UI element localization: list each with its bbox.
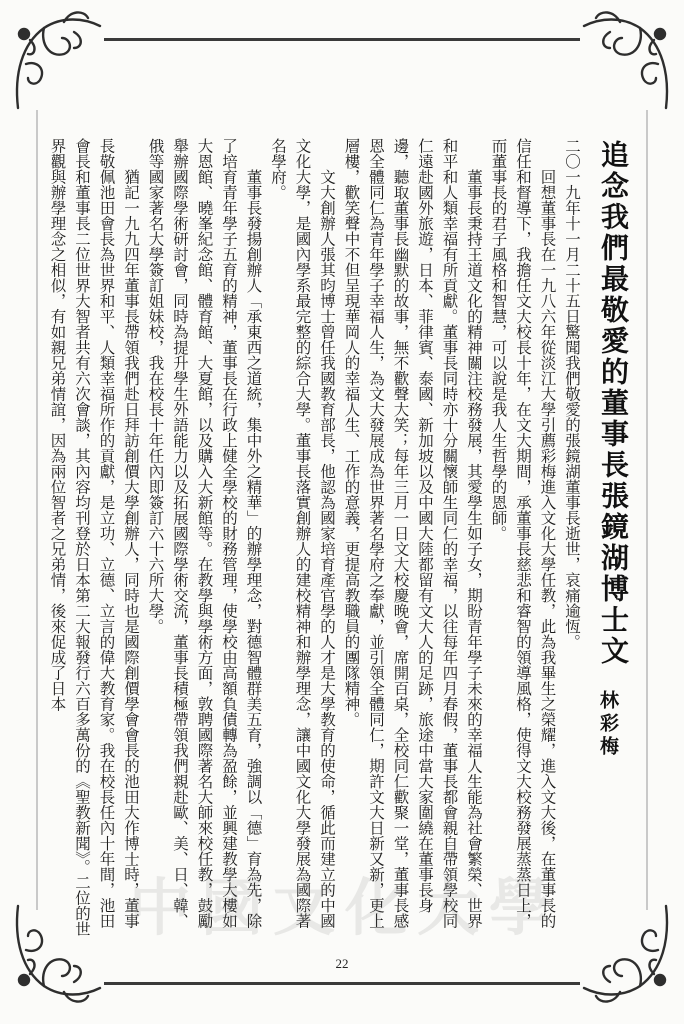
author-name: 林彩梅 [597,690,619,759]
paragraph-1: 二〇一九年十一月二十五日驚聞我們敬愛的張鏡湖董事長逝世，哀痛逾恆。 [563,138,581,650]
top-left-ornament-icon [4,4,114,114]
left-border-line [36,110,38,910]
top-right-ornament-icon [570,4,680,114]
page-number: 22 [335,956,349,971]
paragraph-6: 猶記一九九四年董事長帶領我們赴日拜訪創價大學創辦人，同時也是國際創價學會會長的池田大作博士時，董事長敬佩池田會長為世界和平、人類幸福所作的貢獻，是立功、立德、立言的偉大教育家。我在校長任內十年間，池田會長和董事長二位世界大智者共有六次會談，其內容均刊登於日本第二大報發行六百多萬份的《聖教新聞》。二位的世界觀與辦學理念之相似，有如親兄弟情誼，因為兩位智者之兄弟情，後來促成了日本 [48,138,140,937]
bottom-border-line [104,982,580,985]
article-title: 追念我們最敬愛的董事長張鏡湖博士文 [597,140,630,667]
paragraph-2: 回想董事長在一九八六年從淡江大學引薦彩梅進入文化大學任教，此為我畢生之榮耀，進入文大後，在董事長的信任和督導下，我擔任文大校長十年，在文大期間，承董事長慈悲和睿智的領導風格，使得文大校務發展蒸蒸日上，而董事長的君子風格和智慧，可以說是我人生哲學的恩師。 [489,138,557,929]
article-body [48,138,584,938]
paragraph-4: 文大創辦人張其昀博士曾任我國教育部長，他認為國家培育產官學的人才是大學教育的使命，循此而建立的中國文化大學，是國內學系最完整的綜合大學。董事長落實創辦人的建校精神和辦學理念，讓中國文化大學發展為國際著名學府。 [269,138,336,929]
paragraph-3: 董事長秉持王道文化的精神關注校務發展，其愛學生如子女，期盼青年學子未來的幸福人生能為社會繁榮、世界和平和人類幸福有所貢獻。董事長同時亦十分關懷師生同仁的幸福，以往每年四月春假，董事長都會親自帶領學校同仁遠赴國外旅遊，日本、菲律賓、泰國、新加坡以及中國大陸都留有文大人的足跡，旅途中當大家圍繞在董事長身邊，聽取董事長幽默的故事，無不歡聲大笑；每年三月一日文大校慶晚會，席開百桌，全校同仁歡聚一堂，董事長感恩全體同仁為青年學子幸福人生，為文大發展成為世界著名學府之奉獻，並引領全體同仁，期許文大日新又新，更上層樓，歡笑聲中不但呈現華岡人的幸福人生、工作的意義，更提高教職員的團隊精神。 [342,138,483,929]
right-border-line [646,110,648,910]
university-watermark: 中國文化大學 [128,871,561,944]
bottom-right-ornament-icon [570,900,680,1010]
paragraph-5: 董事長發揚創辦人「承東西之道統，集中外之精華」的辦學理念，對德智體群美五育，強調以「德」育為先，除了培育青年學子五育的精神，董事長在行政上健全學校的財務管理，使學校由高額負債轉為盈餘，並興建教學大樓如大恩館、曉峯紀念館、體育館、大夏館，以及購入大新館等。在教學與學術方面，敦聘國際著名大師來校任教，鼓勵舉辦國際學術研討會，同時為提升學生外語能力以及拓展國際學術交流，董事長積極帶領我們親赴歐、美、日、韓、俄等國家著名大學簽訂姐妹校，我在校長十年任內即簽訂六十六所大學。 [146,138,263,929]
top-border-line [104,38,580,41]
